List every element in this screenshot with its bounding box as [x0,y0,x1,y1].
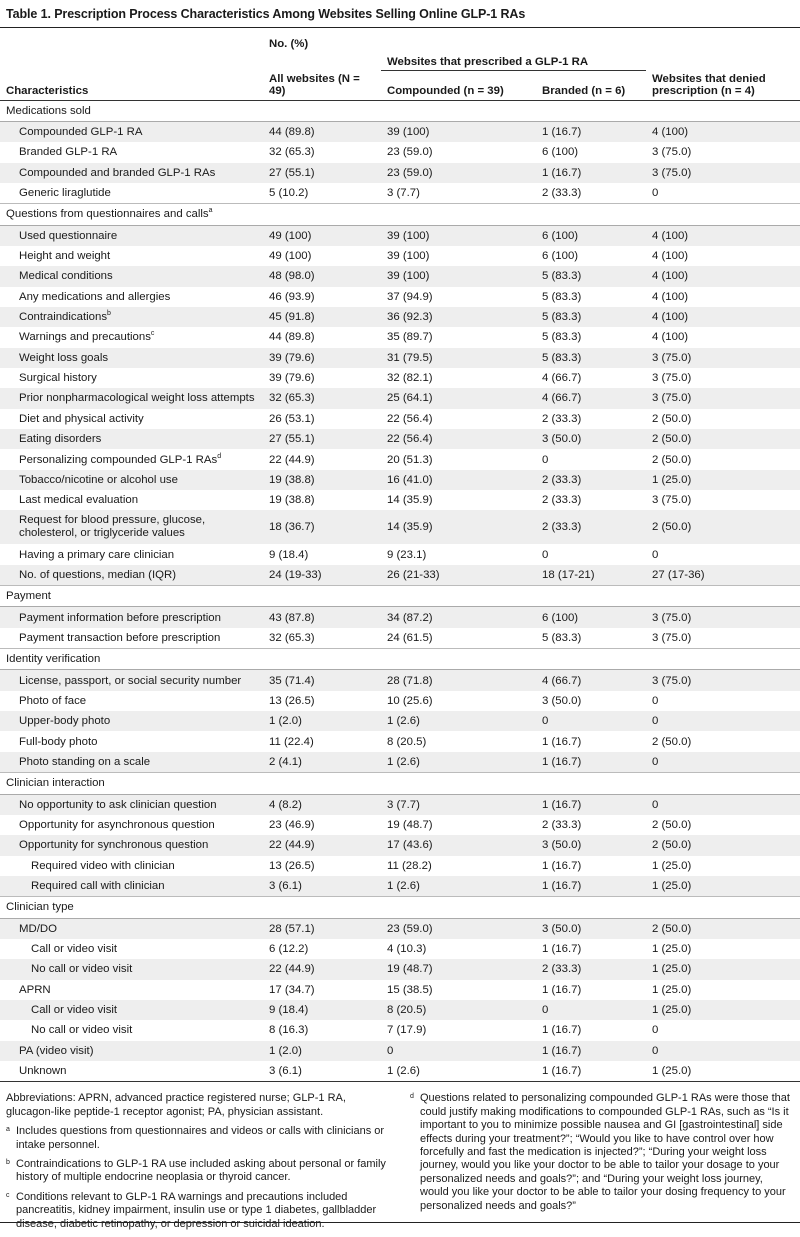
table-row [0,307,800,327]
cell-branded: 2 (33.3) [542,494,582,507]
cell-compounded: 1 (2.6) [381,876,536,897]
cell-denied: 2 (50.0) [652,453,692,466]
cell-all-websites: 19 (38.8) [269,494,315,507]
cell-branded: 2 (33.3) [542,187,582,200]
cell-compounded: 3 (7.7) [387,187,420,200]
cell-compounded: 1 (2.6) [381,752,536,773]
cell-compounded: 9 (23.1) [387,548,427,561]
table-row [0,266,800,286]
section-label: Payment [0,586,800,607]
row-label: MD/DO [0,918,263,939]
row-label: Diet and physical activity [19,412,144,425]
cell-branded: 0 [542,548,549,561]
cell-compounded: 22 (56.4) [381,429,536,449]
cell-denied: 2 (50.0) [646,835,800,855]
header-denied: Websites that denied prescription (n = 4) [646,71,800,101]
cell-all-websites: 22 (44.9) [263,959,381,979]
cell-branded: 6 (100) [536,607,646,628]
table-row [0,449,800,469]
cell-compounded: 35 (89.7) [387,331,433,344]
section-header-row [0,586,800,607]
footnote-a: a Includes questions from questionnaires and videos or calls with clinicians or intake personnel. [6,1125,385,1151]
row-label: Last medical evaluation [19,494,139,507]
cell-branded: 4 (66.7) [536,388,646,408]
cell-branded: 0 [536,1000,646,1020]
table-row [0,388,800,408]
cell-denied: 3 (75.0) [646,348,800,368]
section-label: Clinician type [0,897,800,918]
row-label: Eating disorders [0,429,263,449]
row-label: Any medications and allergies [19,290,171,303]
cell-compounded: 14 (35.9) [381,510,536,544]
table-row [0,246,800,266]
cell-branded: 3 (50.0) [536,918,646,939]
table-row [0,691,800,711]
row-label: License, passport, or social security number [0,670,263,691]
cell-all-websites: 45 (91.8) [263,307,381,327]
cell-compounded: 24 (61.5) [387,631,433,644]
table-row [0,1020,800,1040]
cell-denied: 1 (25.0) [646,959,800,979]
cell-denied: 0 [646,1041,800,1061]
cell-denied: 2 (50.0) [646,918,800,939]
notes-left-column [6,1092,390,1237]
cell-branded: 1 (16.7) [536,1041,646,1061]
row-label: Weight loss goals [0,348,263,368]
cell-compounded: 26 (21-33) [381,565,536,586]
table-row [0,1041,800,1061]
cell-compounded: 14 (35.9) [387,494,433,507]
cell-branded: 1 (16.7) [536,121,646,142]
cell-denied: 1 (25.0) [652,943,692,956]
footnote-marker: c [150,330,155,338]
cell-denied: 3 (75.0) [646,607,800,628]
cell-branded: 3 (50.0) [536,429,646,449]
cell-denied: 1 (25.0) [646,470,800,490]
row-label: Branded GLP-1 RA [19,146,118,159]
row-label: Medical conditions [0,266,263,286]
footnote-b: b Contraindications to GLP-1 RA use included asking about personal or family history of multiple endocrine neoplasia or thyroid cancer. [6,1157,386,1184]
cell-denied: 0 [652,1024,659,1037]
table-row [0,183,800,204]
cell-all-websites: 1 (2.0) [263,711,381,731]
characteristics-table [0,27,800,1082]
footnote-d: d Questions related to personalizing compounded GLP-1 RAs were those that could justify making modifications to compounded GLP-1 RAs, such as “Is it important to you to minimize possible nausea and GI [gastrointestinal] side effects during your treatment?”; “Would you like to have control over how forcefully and fast the medication is injected?”; “During your weight loss journey, would you like your doctor to be able to tailor your dosage to your personalized needs and goals?”; and “During your weight loss journey, would you like your doctor to be able to tailor your dosing frequency to your personalized needs and goals?” [410,1092,790,1212]
cell-branded: 6 (100) [542,250,579,263]
cell-compounded: 0 [381,1041,536,1061]
cell-compounded: 31 (79.5) [381,348,536,368]
row-label: Opportunity for synchronous question [0,835,263,855]
cell-compounded: 23 (59.0) [381,918,536,939]
cell-branded: 1 (16.7) [536,163,646,183]
row-label: Payment information before prescription [0,607,263,628]
row-label: Contraindications$^b$ [0,307,263,327]
cell-branded: 2 (33.3) [536,470,646,490]
cell-branded: 18 (17-21) [536,565,646,586]
header-branded: Branded (n = 6) [536,71,646,101]
table-row [0,429,800,449]
table-row [0,470,800,490]
cell-all-websites: 17 (34.7) [269,983,315,996]
cell-compounded: 39 (100) [381,121,536,142]
table-row [0,607,800,628]
table-row [0,959,800,979]
cell-denied: 3 (75.0) [646,670,800,691]
cell-compounded: 23 (59.0) [381,163,536,183]
cell-denied: 1 (25.0) [652,983,692,996]
cell-compounded: 11 (28.2) [387,859,432,872]
cell-compounded: 36 (92.3) [381,307,536,327]
table-row [0,544,800,564]
table-row [0,327,800,347]
row-label: Generic liraglutide [19,187,111,200]
row-label: Opportunity for asynchronous question [19,819,215,832]
cell-compounded: 34 (87.2) [381,607,536,628]
cell-branded: 2 (33.3) [542,412,582,425]
cell-all-websites: 32 (65.3) [269,631,315,644]
table-row [0,121,800,142]
cell-branded: 1 (16.7) [536,752,646,773]
cell-denied: 1 (25.0) [652,859,692,872]
section-label: Questions from questionnaires and calls$^a$ [0,204,800,225]
cell-all-websites: 13 (26.5) [269,859,315,872]
cell-all-websites: 32 (65.3) [269,146,315,159]
notes-right-column [410,1092,794,1237]
row-label: Compounded and branded GLP-1 RAs [0,163,263,183]
cell-denied: 0 [652,548,659,561]
header-prescribed-group: Websites that prescribed a GLP-1 RA [381,52,646,71]
cell-all-websites: 24 (19-33) [263,565,381,586]
row-label: Required call with clinician [0,876,263,897]
cell-all-websites: 1 (2.0) [263,1041,381,1061]
cell-branded: 0 [542,453,549,466]
cell-compounded: 4 (10.3) [387,943,427,956]
header-all-websites: All websites (N = 49) [263,71,381,101]
section-header-row [0,897,800,918]
table-row [0,711,800,731]
table-row [0,348,800,368]
table-row [0,752,800,773]
table-row [0,815,800,835]
cell-denied: 2 (50.0) [646,429,800,449]
bottom-rule [0,1222,800,1223]
cell-all-websites: 27 (55.1) [263,163,381,183]
row-label: Personalizing compounded GLP-1 RAs$^d$ [19,452,222,466]
cell-branded: 3 (50.0) [536,835,646,855]
cell-denied: 0 [646,711,800,731]
cell-compounded: 20 (51.3) [387,453,433,466]
header-characteristics: Characteristics [0,71,263,101]
cell-denied: 3 (75.0) [652,372,692,385]
row-label: Warnings and precautions$^c$ [19,330,155,344]
section-header-row [0,649,800,670]
cell-denied: 3 (75.0) [646,163,800,183]
cell-compounded: 1 (2.6) [381,1061,536,1082]
cell-denied: 4 (100) [646,225,800,246]
cell-branded: 5 (83.3) [536,348,646,368]
cell-branded: 1 (16.7) [536,794,646,815]
cell-all-websites: 49 (100) [269,250,312,263]
cell-branded: 1 (16.7) [536,1061,646,1082]
cell-compounded: 1 (2.6) [381,711,536,731]
cell-denied: 0 [652,187,659,200]
cell-denied: 2 (50.0) [646,510,800,544]
cell-compounded: 8 (20.5) [381,1000,536,1020]
cell-denied: 4 (100) [652,331,689,344]
cell-compounded: 8 (20.5) [387,735,427,748]
cell-all-websites: 6 (12.2) [269,943,309,956]
row-label: No call or video visit [0,959,263,979]
row-label: Full-body photo [19,735,98,748]
cell-compounded: 37 (94.9) [387,290,433,303]
cell-denied: 4 (100) [652,250,689,263]
cell-branded: 0 [536,711,646,731]
section-label: Clinician interaction [0,773,800,794]
cell-branded: 1 (16.7) [542,1024,582,1037]
cell-compounded: 19 (48.7) [381,959,536,979]
cell-all-websites: 26 (53.1) [269,412,315,425]
cell-branded: 2 (33.3) [536,510,646,544]
cell-branded: 5 (83.3) [542,331,582,344]
table-row [0,628,800,649]
row-label: Surgical history [19,372,97,385]
cell-compounded: 19 (48.7) [387,819,433,832]
row-label: Payment transaction before prescription [19,631,221,644]
cell-all-websites: 48 (98.0) [263,266,381,286]
cell-compounded: 32 (82.1) [387,372,433,385]
cell-all-websites: 11 (22.4) [269,735,314,748]
cell-branded: 1 (16.7) [542,859,582,872]
row-label: PA (video visit) [0,1041,263,1061]
footnote-marker: a [208,207,213,215]
table-row [0,1000,800,1020]
cell-compounded: 17 (43.6) [381,835,536,855]
cell-all-websites: 19 (38.8) [263,470,381,490]
cell-branded: 4 (66.7) [542,372,582,385]
cell-denied: 1 (25.0) [646,876,800,897]
cell-branded: 6 (100) [542,146,579,159]
table-row [0,163,800,183]
row-label: Prior nonpharmacological weight loss attempts [0,388,263,408]
cell-branded: 1 (16.7) [542,983,582,996]
cell-all-websites: 28 (57.1) [263,918,381,939]
cell-denied: 0 [652,694,659,707]
row-label: Tobacco/nicotine or alcohol use [0,470,263,490]
cell-compounded: 39 (100) [387,250,430,263]
footnote-c: c Conditions relevant to GLP-1 RA warnings and precautions included pancreatitis, kidney impairment, insulin use or type 1 diabetes, gallbladder disease, diabetic retinopathy, or depression or suicidal ideation. [6,1190,377,1230]
table-header [0,28,800,101]
row-label: Call or video visit [0,1000,263,1020]
section-header-row [0,100,800,121]
table-row [0,287,800,307]
row-label: No. of questions, median (IQR) [0,565,263,586]
cell-denied: 3 (75.0) [652,631,692,644]
cell-denied: 3 (75.0) [652,146,692,159]
row-label: Call or video visit [31,943,118,956]
cell-all-websites: 3 (6.1) [263,876,381,897]
cell-all-websites: 39 (79.6) [269,372,315,385]
cell-denied: 4 (100) [646,307,800,327]
cell-denied: 4 (100) [652,290,689,303]
cell-branded: 3 (50.0) [542,694,582,707]
cell-branded: 5 (83.3) [536,307,646,327]
cell-all-websites: 44 (89.8) [263,121,381,142]
table-row [0,794,800,815]
cell-all-websites: 2 (4.1) [263,752,381,773]
row-label: Used questionnaire [0,225,263,246]
table-row [0,1061,800,1082]
section-header-row [0,773,800,794]
row-label: Required video with clinician [31,859,175,872]
cell-compounded: 39 (100) [381,225,536,246]
cell-denied: 2 (50.0) [652,412,692,425]
table-row [0,368,800,388]
cell-all-websites: 22 (44.9) [269,453,315,466]
cell-denied: 2 (50.0) [652,735,692,748]
table-row [0,225,800,246]
table-row [0,409,800,429]
cell-all-websites: 3 (6.1) [263,1061,381,1082]
cell-all-websites: 22 (44.9) [263,835,381,855]
cell-denied: 3 (75.0) [646,388,800,408]
cell-compounded: 22 (56.4) [387,412,433,425]
header-compounded: Compounded (n = 39) [381,71,536,101]
cell-denied: 4 (100) [646,121,800,142]
row-label: Height and weight [19,250,111,263]
cell-all-websites: 43 (87.8) [263,607,381,628]
cell-all-websites: 46 (93.9) [269,290,315,303]
row-label: Unknown [0,1061,263,1082]
cell-all-websites: 23 (46.9) [269,819,315,832]
cell-all-websites: 32 (65.3) [263,388,381,408]
table-row [0,731,800,751]
table-row [0,142,800,162]
cell-denied: 3 (75.0) [652,494,692,507]
cell-branded: 4 (66.7) [536,670,646,691]
cell-branded: 2 (33.3) [542,819,582,832]
table-notes [0,1082,800,1237]
row-label: APRN [19,983,51,996]
row-label: Request for blood pressure, glucose, cholesterol, or triglyceride values [0,510,263,544]
cell-all-websites: 35 (71.4) [263,670,381,691]
row-label: Having a primary care clinician [19,548,175,561]
table-title: Table 1. Prescription Process Characteristics Among Websites Selling Online GLP-1 RAs [6,7,526,21]
table-row [0,856,800,876]
cell-compounded: 23 (59.0) [387,146,433,159]
cell-all-websites: 13 (26.5) [269,694,315,707]
header-no-pct: No. (%) [263,28,800,53]
abbreviations-note: Abbreviations: APRN, advanced practice registered nurse; GLP-1 RA, glucagon-like peptide-1 receptor agonist; PA, physician assistant. [6,1092,346,1118]
cell-all-websites: 18 (36.7) [263,510,381,544]
cell-branded: 1 (16.7) [536,876,646,897]
footnote-marker: d [217,452,222,460]
row-label: Compounded GLP-1 RA [0,121,263,142]
table-body [0,100,800,1082]
section-header-row [0,204,800,225]
cell-compounded: 3 (7.7) [381,794,536,815]
cell-all-websites: 44 (89.8) [269,331,315,344]
cell-denied: 27 (17-36) [646,565,800,586]
cell-compounded: 10 (25.6) [387,694,433,707]
cell-all-websites: 39 (79.6) [263,348,381,368]
cell-compounded: 15 (38.5) [387,983,433,996]
cell-all-websites: 9 (18.4) [269,548,309,561]
cell-all-websites: 27 (55.1) [263,429,381,449]
table-row [0,876,800,897]
cell-all-websites: 5 (10.2) [269,187,309,200]
footnote-marker: b [107,310,111,318]
table-row [0,939,800,959]
cell-denied: 4 (100) [646,266,800,286]
cell-compounded: 16 (41.0) [381,470,536,490]
row-label: Photo of face [19,694,87,707]
table-row [0,490,800,510]
cell-branded: 1 (16.7) [542,943,582,956]
cell-compounded: 39 (100) [381,266,536,286]
table-row [0,835,800,855]
cell-all-websites: 8 (16.3) [269,1024,309,1037]
cell-branded: 6 (100) [536,225,646,246]
row-label: Upper-body photo [0,711,263,731]
cell-branded: 1 (16.7) [542,735,582,748]
row-label: No opportunity to ask clinician question [0,794,263,815]
table-row [0,510,800,544]
section-label: Identity verification [0,649,800,670]
cell-compounded: 25 (64.1) [381,388,536,408]
row-label: Photo standing on a scale [0,752,263,773]
table-row [0,918,800,939]
cell-denied: 1 (25.0) [646,1061,800,1082]
table-row [0,670,800,691]
cell-denied: 0 [646,794,800,815]
cell-denied: 2 (50.0) [652,819,692,832]
cell-branded: 5 (83.3) [542,290,582,303]
cell-branded: 5 (83.3) [542,631,582,644]
cell-compounded: 7 (17.9) [387,1024,427,1037]
cell-denied: 0 [646,752,800,773]
cell-branded: 2 (33.3) [536,959,646,979]
cell-all-websites: 49 (100) [263,225,381,246]
section-label: Medications sold [0,100,800,121]
cell-compounded: 28 (71.8) [381,670,536,691]
row-label: No call or video visit [31,1024,133,1037]
cell-denied: 1 (25.0) [646,1000,800,1020]
table-row [0,980,800,1000]
cell-branded: 5 (83.3) [536,266,646,286]
cell-all-websites: 4 (8.2) [263,794,381,815]
table-row [0,565,800,586]
cell-all-websites: 9 (18.4) [263,1000,381,1020]
